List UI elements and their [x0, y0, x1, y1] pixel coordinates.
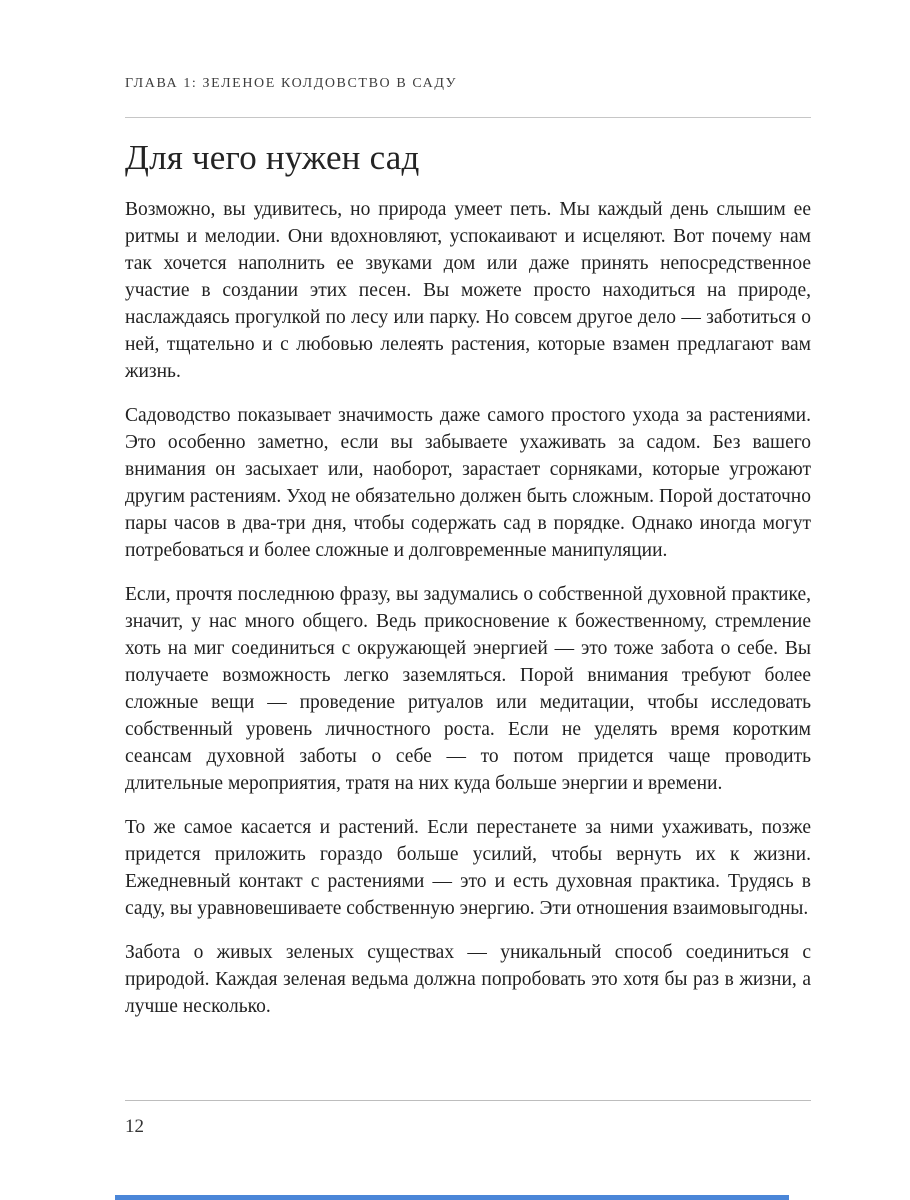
body-text — [125, 196, 811, 1037]
paragraph-2: Садоводство показывает значимость даже самого простого ухода за растениями. Это особенно заметно, если вы забываете ухаживать за садом. Без вашего внимания он засыхает или, наоборот, зарастает сорняками, которые угрожают другим растениям. Уход не обязательно должен быть сложным. Порой достаточно пары часов в два-три дня, чтобы содержать сад в порядке. Однако иногда могут потребоваться и более сложные и долговременные манипуляции. — [125, 405, 811, 561]
page-number: 12 — [125, 1116, 144, 1137]
page-title: Для чего нужен сад — [125, 138, 420, 177]
running-head: ГЛАВА 1: ЗЕЛЕНОЕ КОЛДОВСТВО В САДУ — [125, 76, 458, 91]
bottom-accent-line — [115, 1195, 789, 1200]
header-rule — [125, 117, 811, 118]
paragraph-4: То же самое касается и растений. Если перестанете за ними ухаживать, позже придется приложить гораздо больше усилий, чтобы вернуть их к жизни. Ежедневный контакт с растениями — это и есть духовная практика. Трудясь в саду, вы уравновешиваете собственную энергию. Эти отношения взаимовыгодны. — [125, 817, 811, 919]
footer-rule — [125, 1100, 811, 1101]
paragraph-5: Забота о живых зеленых существах — уникальный способ соединиться с природой. Каждая зеленая ведьма должна попробовать это хотя бы раз в жизни, а лучше несколько. — [125, 942, 811, 1017]
paragraph-1: Возможно, вы удивитесь, но природа умеет петь. Мы каждый день слышим ее ритмы и мелодии. Они вдохновляют, успокаивают и исцеляют. Вот почему нам так хочется наполнить ее звуками дом или даже принять непосредственное участие в создании этих песен. Вы можете просто находиться на природе, наслаждаясь прогулкой по лесу или парку. Но совсем другое дело — заботиться о ней, тщательно и с любовью лелеять растения, которые взамен предлагают вам жизнь. — [125, 199, 811, 382]
paragraph-3: Если, прочтя последнюю фразу, вы задумались о собственной духовной практике, значит, у нас много общего. Ведь прикосновение к божественному, стремление хоть на миг соединиться с окружающей энергией — это тоже забота о себе. Вы получаете возможность легко заземляться. Порой внимания требуют более сложные вещи — проведение ритуалов или медитации, чтобы исследовать собственный уровень личностного роста. Если не уделять время коротким сеансам духовной заботы о себе — то потом придется чаще проводить длительные мероприятия, тратя на них куда больше энергии и времени. — [125, 584, 811, 794]
